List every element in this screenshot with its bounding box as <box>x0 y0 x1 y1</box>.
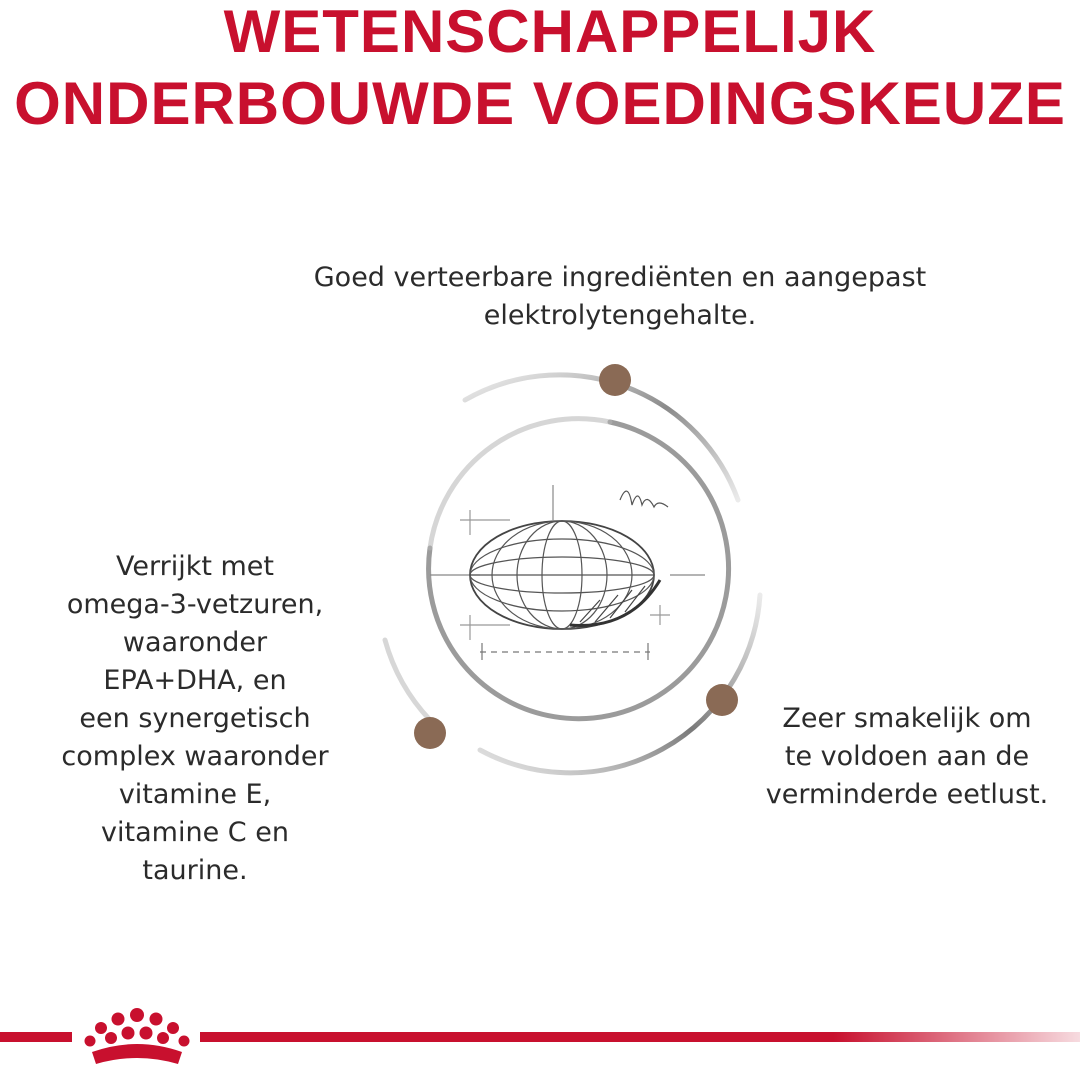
benefit-top <box>230 259 1010 335</box>
brown-dot-icon <box>706 684 738 716</box>
benefit-left-line: taurine. <box>142 855 248 886</box>
kibble-sketch-icon <box>430 485 705 660</box>
benefit-left-line: EPA+DHA, en <box>103 665 287 696</box>
page-title-line-2: ONDERBOUWDE VOEDINGSKEUZE <box>14 70 1066 137</box>
benefit-top-line: Goed verteerbare ingrediënten en aangepast <box>313 262 927 293</box>
benefit-right <box>742 700 1072 814</box>
benefit-left-line: Verrijkt met <box>115 551 275 582</box>
benefits-diagram <box>370 360 790 790</box>
footer-stripe-left <box>0 1032 72 1042</box>
benefit-left-line: een synergetisch <box>79 703 311 734</box>
brown-dot-icon <box>599 364 631 396</box>
benefit-right-line: verminderde eetlust. <box>765 779 1049 810</box>
footer-stripe <box>200 1032 1080 1042</box>
benefit-left-line: vitamine C en <box>101 817 289 848</box>
benefit-left-line: vitamine E, <box>118 779 272 810</box>
benefit-top-line: elektrolytengehalte. <box>483 300 757 331</box>
benefit-right-line: Zeer smakelijk om <box>782 703 1032 734</box>
page-title-line-1: WETENSCHAPPELIJK <box>223 0 877 65</box>
benefit-left-line: complex waaronder <box>61 741 329 772</box>
inner-ring <box>429 419 729 719</box>
benefit-left-line: omega-3-vetzuren, <box>66 589 324 620</box>
outer-ring <box>385 375 760 773</box>
benefit-left-line: waaronder <box>122 627 268 658</box>
benefit-right-line: te voldoen aan de <box>784 741 1030 772</box>
crown-logo-icon <box>78 1006 196 1072</box>
brown-dot-icon <box>414 717 446 749</box>
benefit-left <box>30 548 360 890</box>
